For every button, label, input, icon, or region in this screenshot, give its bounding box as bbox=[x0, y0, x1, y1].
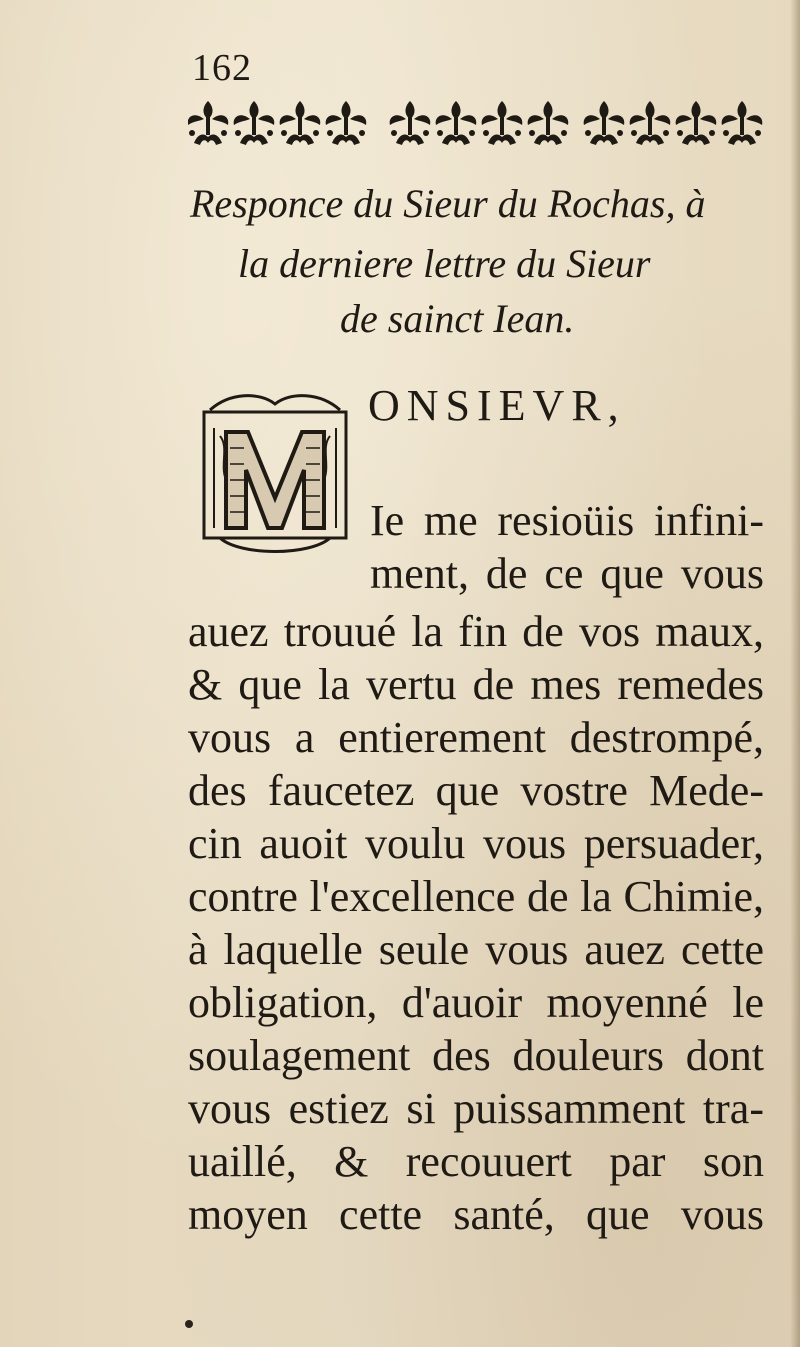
title-line-1: Responce du Sieur du Rochas, à bbox=[190, 181, 706, 226]
text-line: ment, de ce que vous bbox=[370, 549, 764, 598]
text-line: des faucetez que vostre Mede- bbox=[188, 766, 764, 815]
fleuron-ornament-0 bbox=[188, 101, 228, 145]
fleuron-ornament-5 bbox=[436, 101, 477, 145]
text-line: uaillé, & recouuert par son bbox=[188, 1137, 764, 1186]
fleuron-ornament-2 bbox=[280, 101, 321, 145]
fleuron-ornament-4 bbox=[390, 101, 431, 145]
decorated-initial-m bbox=[200, 388, 350, 553]
text-line: soulagement des douleurs dont bbox=[188, 1031, 764, 1080]
page-edge-shadow bbox=[790, 0, 800, 1347]
title-line-3: de sainct Iean. bbox=[340, 296, 575, 341]
text-line: auez trouué la fin de vos maux, bbox=[188, 607, 764, 656]
fleuron-ornament-6 bbox=[482, 101, 523, 145]
page-number: 162 bbox=[192, 47, 252, 89]
fleuron-ornament-7 bbox=[528, 101, 569, 145]
fleuron-ornament-10 bbox=[676, 101, 717, 145]
text-line: contre l'excellence de la Chimie, bbox=[188, 872, 764, 921]
title-line-2: la derniere lettre du Sieur bbox=[238, 241, 651, 286]
fleuron-border bbox=[188, 96, 764, 150]
text-line: à laquelle seule vous auez cette bbox=[188, 925, 764, 974]
text-line: vous a entierement destrompé, bbox=[188, 713, 764, 762]
text-line: obligation, d'auoir moyenné le bbox=[188, 978, 764, 1027]
salutation: ONSIEVR, bbox=[368, 381, 626, 430]
text-line: moyen cette santé, que vous bbox=[188, 1190, 764, 1239]
text-line: & que la vertu de mes remedes bbox=[188, 660, 764, 709]
ink-dot bbox=[185, 1320, 193, 1328]
text-line: vous estiez si puissamment tra- bbox=[188, 1084, 764, 1133]
fleuron-ornament-9 bbox=[630, 101, 671, 145]
fleuron-ornament-8 bbox=[584, 101, 625, 145]
text-line: Ie me resioüis infini- bbox=[370, 496, 764, 545]
fleuron-ornament-11 bbox=[722, 101, 763, 145]
text-line: cin auoit voulu vous persuader, bbox=[188, 819, 764, 868]
fleuron-ornament-3 bbox=[326, 101, 367, 145]
fleuron-ornament-1 bbox=[234, 101, 275, 145]
